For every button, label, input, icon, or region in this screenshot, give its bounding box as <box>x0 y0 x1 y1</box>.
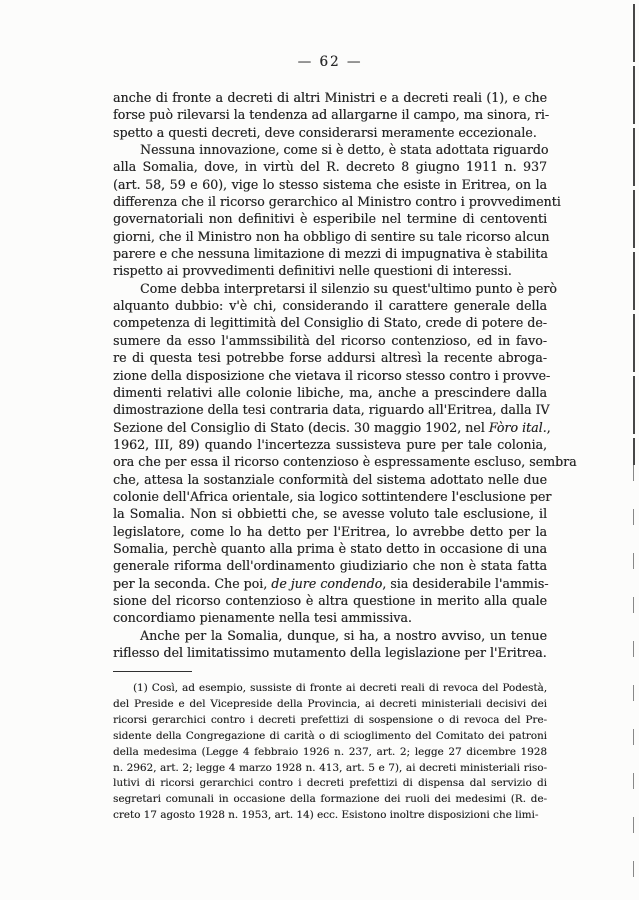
text-segment: alla Somalia, dove, in virtù del R. decreto 8 giugno 1911 n. 937 <box>113 159 547 175</box>
paragraph <box>113 89 550 141</box>
text-line <box>113 505 547 522</box>
text-line <box>113 592 547 609</box>
text-line <box>113 609 547 626</box>
text-line <box>113 792 547 808</box>
text-line <box>113 193 561 210</box>
text-segment: generale riforma dell'ordinamento giudiziario che non è stata fatta <box>113 558 547 574</box>
text-line <box>113 557 547 574</box>
text-line <box>113 106 550 123</box>
text-line <box>113 713 547 729</box>
italic-text: de jure condendo <box>271 575 383 591</box>
text-segment: rispetto ai provvedimenti definitivi nelle questioni di interessi. <box>113 263 512 279</box>
text-line <box>113 471 547 488</box>
text-line <box>113 540 547 557</box>
text-line <box>113 367 551 384</box>
text-segment: legislatore, come lo ha detto per l'Eritrea, lo avrebbe detto per la <box>113 523 547 539</box>
paragraph <box>113 681 547 824</box>
text-segment: differenza che il ricorso gerarchico al Ministro contro i provvedimenti <box>113 194 561 210</box>
text-segment: (1) Così, ad esempio, sussiste di fronte ai decreti reali di revoca del Podestà, <box>133 682 547 694</box>
text-line <box>113 228 550 245</box>
text-segment: spetto a questi decreti, deve considerarsi meramente eccezionale. <box>113 124 537 140</box>
paragraph <box>113 627 547 662</box>
text-line <box>113 210 547 227</box>
text-segment: della medesima (Legge 4 febbraio 1926 n. 237, art. 2; legge 27 dicembre 1928 <box>113 745 547 758</box>
text-segment: , <box>546 419 551 435</box>
text-line <box>113 89 547 106</box>
text-line <box>113 697 547 713</box>
paragraph <box>113 141 561 280</box>
footnote-separator-rule <box>113 671 192 672</box>
text-line <box>113 314 547 331</box>
text-segment: alquanto dubbio: v'è chi, considerando il carattere generale della <box>113 298 547 314</box>
text-line <box>113 627 547 644</box>
text-segment: dimenti relativi alle colonie libiche, ma, anche a prescindere dalla <box>113 384 547 400</box>
text-segment: colonie dell'Africa orientale, sia logico sottintendere l'esclusione per <box>113 488 552 504</box>
text-line <box>113 808 547 824</box>
text-line <box>113 141 547 158</box>
text-segment: re di questa tesi potrebbe forse addursi altresì la recente abroga- <box>113 350 547 366</box>
text-segment: 1962, III, 89) quando l'incertezza sussisteva pure per tale colonia, <box>113 436 547 452</box>
text-line <box>113 453 577 470</box>
text-segment: dimostrazione della tesi contraria data, riguardo all'Eritrea, dalla IV <box>113 402 550 418</box>
text-line <box>113 124 547 141</box>
text-line <box>113 761 547 777</box>
text-segment: sumere da esso l'ammssibilità del ricorso contenzioso, ed in favo- <box>113 332 547 348</box>
text-segment: riflesso del limitatissimo mutamento della legislazione per l'Eritrea. <box>113 645 547 660</box>
text-line <box>113 384 547 401</box>
text-line <box>113 297 547 314</box>
text-line <box>113 262 547 279</box>
text-segment: parere e che nessuna limitazione di mezzi di impugnativa è stabilita <box>113 246 548 262</box>
text-line <box>113 745 547 761</box>
text-segment: (art. 58, 59 e 60), vige lo stesso sistema che esiste in Eritrea, on la <box>113 176 547 192</box>
text-segment: lutivi di ricorsi gerarchici contro i decreti prefettizi di dispensa dal servizio di <box>113 777 547 790</box>
text-segment: Come debba interpretarsi il silenzio su quest'ultimo punto è però <box>140 280 557 296</box>
text-segment: n. 2962, art. 2; legge 4 marzo 1928 n. 413, art. 5 e 7), ai decreti ministeriali riso- <box>113 761 547 774</box>
paragraph <box>113 280 577 627</box>
text-segment: del Preside e del Vicepreside della Provincia, ai decreti ministeriali decisivi dei <box>113 697 547 710</box>
text-line <box>113 158 547 175</box>
text-line <box>113 644 547 661</box>
text-segment: , sia desiderabile l'ammis- <box>382 575 549 591</box>
book-edge-line-lower <box>633 465 634 900</box>
text-line <box>113 523 547 540</box>
text-line <box>113 776 547 792</box>
text-segment: la Somalia. Non si obbietti che, se avesse voluto tale esclusione, il <box>113 506 547 522</box>
text-line <box>113 681 547 697</box>
text-line <box>113 176 547 193</box>
text-line <box>113 419 551 436</box>
text-segment: Anche per la Somalia, dunque, si ha, a nostro avviso, un tenue <box>140 627 547 643</box>
text-segment: ricorsi gerarchici contro i decreti prefettizi di sospensione o di revoca del Pre- <box>113 713 547 726</box>
text-segment: che, attesa la sostanziale conformità del sistema adottato nelle due <box>113 471 547 487</box>
text-segment: segretari comunali in occasione della formazione dei ruoli dei medesimi (R. de- <box>113 793 547 806</box>
text-segment: Sezione del Consiglio di Stato (decis. 30 maggio 1902, nel <box>113 419 489 435</box>
text-segment: sidente della Congregazione di carità o di scioglimento del Comitato dei patroni <box>113 729 547 742</box>
text-segment: zione della disposizione che vietava il ricorso stesso contro i provve- <box>113 367 551 383</box>
footnote-text <box>113 681 547 824</box>
text-segment: forse può rilevarsi la tendenza ad allargarne il campo, ma sinora, ri- <box>113 107 550 123</box>
text-line <box>113 575 547 592</box>
text-segment: Nessuna innovazione, come si è detto, è stata adottata riguardo <box>140 142 549 158</box>
text-segment: competenza di legittimità del Consiglio di Stato, crede di potere de- <box>113 315 547 331</box>
text-segment: governatoriali non definitivi è esperibile nel termine di centoventi <box>113 211 547 227</box>
text-line <box>113 245 547 262</box>
book-edge-line-upper <box>633 4 635 465</box>
text-segment: anche di fronte a decreti di altri Ministri e a decreti reali (1), e che <box>113 90 547 105</box>
text-segment: Somalia, perchè quanto alla prima è stato detto in occasione di una <box>113 540 547 556</box>
body-text <box>113 89 577 661</box>
text-line <box>113 349 547 366</box>
text-segment: concordiamo pienamente nella tesi ammissiva. <box>113 610 412 626</box>
text-line <box>113 729 547 745</box>
text-line <box>113 280 557 297</box>
text-segment: per la seconda. Che poi, <box>113 575 272 591</box>
text-segment: giorni, che il Ministro non ha obbligo di sentire su tale ricorso alcun <box>113 228 550 244</box>
text-line <box>113 436 547 453</box>
page-number: — 62 — <box>297 54 363 70</box>
text-segment: creto 17 agosto 1928 n. 1953, art. 14) ecc. Esistono inoltre disposizioni che limi- <box>113 809 539 822</box>
text-line <box>113 488 552 505</box>
italic-text: Fòro ital. <box>488 419 547 435</box>
text-segment: sione del ricorso contenzioso è altra questione in merito alla quale <box>113 592 547 608</box>
text-segment: ora che per essa il ricorso contenzioso è espressamente escluso, sembra <box>113 454 577 470</box>
text-line <box>113 401 550 418</box>
text-line <box>113 332 547 349</box>
